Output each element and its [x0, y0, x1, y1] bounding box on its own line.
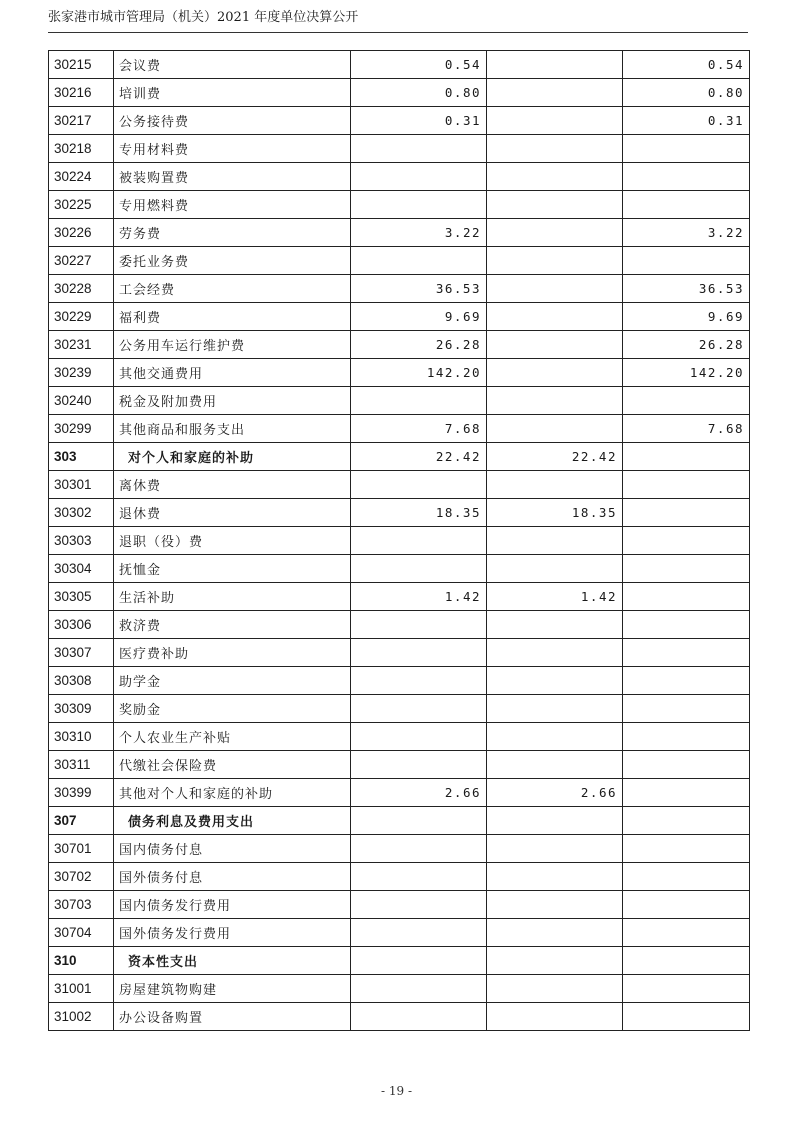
- account-code-cell: 30702: [49, 863, 114, 891]
- project-expenditure-cell: [623, 387, 750, 415]
- account-name-cell: 公务用车运行维护费: [114, 331, 351, 359]
- project-expenditure-cell: [623, 527, 750, 555]
- project-expenditure-cell: [623, 191, 750, 219]
- total-amount-cell: [351, 387, 487, 415]
- account-code-cell: 30303: [49, 527, 114, 555]
- basic-expenditure-cell: [487, 51, 623, 79]
- account-name-cell: 国内债务发行费用: [114, 891, 351, 919]
- total-amount-cell: [351, 723, 487, 751]
- table-row: [49, 583, 750, 611]
- account-code-cell: 30305: [49, 583, 114, 611]
- table-row: [49, 751, 750, 779]
- basic-expenditure-cell: [487, 79, 623, 107]
- table-row: [49, 135, 750, 163]
- basic-expenditure-cell: [487, 247, 623, 275]
- header-divider: [48, 32, 748, 33]
- basic-expenditure-cell: [487, 863, 623, 891]
- basic-expenditure-cell: [487, 751, 623, 779]
- table-row: [49, 387, 750, 415]
- project-expenditure-cell: [623, 1003, 750, 1031]
- account-name-cell: 税金及附加费用: [114, 387, 351, 415]
- account-name-cell: 奖励金: [114, 695, 351, 723]
- account-name-cell: 培训费: [114, 79, 351, 107]
- table-row: [49, 499, 750, 527]
- basic-expenditure-cell: [487, 303, 623, 331]
- total-amount-cell: 7.68: [351, 415, 487, 443]
- account-code-cell: 30227: [49, 247, 114, 275]
- basic-expenditure-cell: [487, 667, 623, 695]
- account-name-cell: 抚恤金: [114, 555, 351, 583]
- account-code-cell: 307: [49, 807, 114, 835]
- account-name-cell: 债务利息及费用支出: [114, 807, 351, 835]
- account-code-cell: 30228: [49, 275, 114, 303]
- account-code-cell: 30240: [49, 387, 114, 415]
- table-row: [49, 555, 750, 583]
- basic-expenditure-cell: [487, 191, 623, 219]
- account-code-cell: 30217: [49, 107, 114, 135]
- page-header-title: 张家港市城市管理局（机关）2021 年度单位决算公开: [48, 10, 359, 25]
- account-name-cell: 房屋建筑物购建: [114, 975, 351, 1003]
- total-amount-cell: 22.42: [351, 443, 487, 471]
- table-row: [49, 163, 750, 191]
- basic-expenditure-cell: 22.42: [487, 443, 623, 471]
- table-row: [49, 779, 750, 807]
- account-code-cell: 31001: [49, 975, 114, 1003]
- table-row: [49, 891, 750, 919]
- basic-expenditure-cell: [487, 387, 623, 415]
- project-expenditure-cell: [623, 135, 750, 163]
- project-expenditure-cell: 142.20: [623, 359, 750, 387]
- account-code-cell: 30308: [49, 667, 114, 695]
- total-amount-cell: [351, 695, 487, 723]
- table-row: [49, 331, 750, 359]
- table-row: [49, 359, 750, 387]
- table-row: [49, 51, 750, 79]
- project-expenditure-cell: 0.80: [623, 79, 750, 107]
- account-name-cell: 国外债务发行费用: [114, 919, 351, 947]
- project-expenditure-cell: 9.69: [623, 303, 750, 331]
- basic-expenditure-cell: [487, 359, 623, 387]
- account-name-cell: 医疗费补助: [114, 639, 351, 667]
- account-name-cell: 被装购置费: [114, 163, 351, 191]
- project-expenditure-cell: [623, 779, 750, 807]
- account-name-cell: 会议费: [114, 51, 351, 79]
- total-amount-cell: [351, 863, 487, 891]
- table-row: [49, 191, 750, 219]
- account-name-cell: 其他商品和服务支出: [114, 415, 351, 443]
- basic-expenditure-cell: [487, 555, 623, 583]
- project-expenditure-cell: [623, 723, 750, 751]
- account-code-cell: 30302: [49, 499, 114, 527]
- total-amount-cell: [351, 555, 487, 583]
- total-amount-cell: [351, 611, 487, 639]
- project-expenditure-cell: 36.53: [623, 275, 750, 303]
- total-amount-cell: [351, 639, 487, 667]
- project-expenditure-cell: [623, 667, 750, 695]
- total-amount-cell: [351, 975, 487, 1003]
- account-name-cell: 公务接待费: [114, 107, 351, 135]
- total-amount-cell: 0.80: [351, 79, 487, 107]
- basic-expenditure-cell: [487, 835, 623, 863]
- account-name-cell: 代缴社会保险费: [114, 751, 351, 779]
- account-code-cell: 30226: [49, 219, 114, 247]
- table-row: [49, 303, 750, 331]
- basic-expenditure-cell: [487, 947, 623, 975]
- total-amount-cell: [351, 135, 487, 163]
- project-expenditure-cell: [623, 863, 750, 891]
- project-expenditure-cell: [623, 975, 750, 1003]
- account-code-cell: 30215: [49, 51, 114, 79]
- project-expenditure-cell: [623, 471, 750, 499]
- total-amount-cell: [351, 163, 487, 191]
- basic-expenditure-cell: 2.66: [487, 779, 623, 807]
- total-amount-cell: 1.42: [351, 583, 487, 611]
- basic-expenditure-cell: [487, 723, 623, 751]
- basic-expenditure-cell: [487, 611, 623, 639]
- account-name-cell: 办公设备购置: [114, 1003, 351, 1031]
- project-expenditure-cell: 0.54: [623, 51, 750, 79]
- account-code-cell: 30304: [49, 555, 114, 583]
- basic-expenditure-cell: [487, 163, 623, 191]
- project-expenditure-cell: [623, 695, 750, 723]
- table-row: [49, 107, 750, 135]
- total-amount-cell: [351, 471, 487, 499]
- account-code-cell: 30218: [49, 135, 114, 163]
- account-name-cell: 其他交通费用: [114, 359, 351, 387]
- basic-expenditure-cell: [487, 219, 623, 247]
- total-amount-cell: [351, 919, 487, 947]
- account-code-cell: 30399: [49, 779, 114, 807]
- account-code-cell: 30704: [49, 919, 114, 947]
- total-amount-cell: 2.66: [351, 779, 487, 807]
- account-code-cell: 303: [49, 443, 114, 471]
- account-name-cell: 退职（役）费: [114, 527, 351, 555]
- account-code-cell: 30299: [49, 415, 114, 443]
- account-code-cell: 310: [49, 947, 114, 975]
- project-expenditure-cell: [623, 555, 750, 583]
- account-code-cell: 30225: [49, 191, 114, 219]
- total-amount-cell: 142.20: [351, 359, 487, 387]
- total-amount-cell: [351, 527, 487, 555]
- basic-expenditure-cell: [487, 1003, 623, 1031]
- account-name-cell: 国外债务付息: [114, 863, 351, 891]
- total-amount-cell: [351, 751, 487, 779]
- total-amount-cell: 18.35: [351, 499, 487, 527]
- total-amount-cell: [351, 667, 487, 695]
- account-name-cell: 福利费: [114, 303, 351, 331]
- basic-expenditure-cell: [487, 471, 623, 499]
- account-code-cell: 30306: [49, 611, 114, 639]
- total-amount-cell: 9.69: [351, 303, 487, 331]
- basic-expenditure-cell: [487, 135, 623, 163]
- total-amount-cell: 26.28: [351, 331, 487, 359]
- account-code-cell: 31002: [49, 1003, 114, 1031]
- account-name-cell: 专用材料费: [114, 135, 351, 163]
- account-name-cell: 专用燃料费: [114, 191, 351, 219]
- expenditure-table: [48, 50, 750, 1031]
- expenditure-table-body: [49, 51, 750, 1031]
- project-expenditure-cell: [623, 807, 750, 835]
- total-amount-cell: [351, 247, 487, 275]
- account-code-cell: 30309: [49, 695, 114, 723]
- table-row: [49, 723, 750, 751]
- project-expenditure-cell: 3.22: [623, 219, 750, 247]
- basic-expenditure-cell: [487, 331, 623, 359]
- account-code-cell: 30229: [49, 303, 114, 331]
- account-name-cell: 资本性支出: [114, 947, 351, 975]
- table-row: [49, 527, 750, 555]
- project-expenditure-cell: [623, 611, 750, 639]
- account-name-cell: 其他对个人和家庭的补助: [114, 779, 351, 807]
- account-code-cell: 30703: [49, 891, 114, 919]
- project-expenditure-cell: 0.31: [623, 107, 750, 135]
- project-expenditure-cell: [623, 583, 750, 611]
- account-name-cell: 国内债务付息: [114, 835, 351, 863]
- project-expenditure-cell: [623, 639, 750, 667]
- basic-expenditure-cell: [487, 891, 623, 919]
- basic-expenditure-cell: [487, 415, 623, 443]
- project-expenditure-cell: 26.28: [623, 331, 750, 359]
- account-name-cell: 救济费: [114, 611, 351, 639]
- project-expenditure-cell: [623, 919, 750, 947]
- total-amount-cell: [351, 807, 487, 835]
- total-amount-cell: [351, 191, 487, 219]
- project-expenditure-cell: [623, 443, 750, 471]
- total-amount-cell: [351, 947, 487, 975]
- project-expenditure-cell: [623, 499, 750, 527]
- account-code-cell: 30310: [49, 723, 114, 751]
- category-row: [49, 807, 750, 835]
- table-row: [49, 275, 750, 303]
- basic-expenditure-cell: 1.42: [487, 583, 623, 611]
- account-name-cell: 个人农业生产补贴: [114, 723, 351, 751]
- basic-expenditure-cell: 18.35: [487, 499, 623, 527]
- table-row: [49, 863, 750, 891]
- table-row: [49, 639, 750, 667]
- table-row: [49, 835, 750, 863]
- total-amount-cell: [351, 1003, 487, 1031]
- table-row: [49, 919, 750, 947]
- account-name-cell: 劳务费: [114, 219, 351, 247]
- account-code-cell: 30701: [49, 835, 114, 863]
- project-expenditure-cell: [623, 751, 750, 779]
- account-name-cell: 离休费: [114, 471, 351, 499]
- account-code-cell: 30301: [49, 471, 114, 499]
- table-row: [49, 415, 750, 443]
- basic-expenditure-cell: [487, 919, 623, 947]
- table-row: [49, 611, 750, 639]
- total-amount-cell: 0.31: [351, 107, 487, 135]
- project-expenditure-cell: [623, 247, 750, 275]
- basic-expenditure-cell: [487, 975, 623, 1003]
- account-code-cell: 30307: [49, 639, 114, 667]
- total-amount-cell: [351, 835, 487, 863]
- account-code-cell: 30239: [49, 359, 114, 387]
- account-name-cell: 退休费: [114, 499, 351, 527]
- total-amount-cell: 0.54: [351, 51, 487, 79]
- category-row: [49, 443, 750, 471]
- basic-expenditure-cell: [487, 695, 623, 723]
- table-row: [49, 247, 750, 275]
- account-code-cell: 30311: [49, 751, 114, 779]
- total-amount-cell: [351, 891, 487, 919]
- basic-expenditure-cell: [487, 639, 623, 667]
- table-row: [49, 471, 750, 499]
- account-code-cell: 30224: [49, 163, 114, 191]
- project-expenditure-cell: [623, 163, 750, 191]
- project-expenditure-cell: [623, 891, 750, 919]
- project-expenditure-cell: 7.68: [623, 415, 750, 443]
- account-name-cell: 委托业务费: [114, 247, 351, 275]
- total-amount-cell: 36.53: [351, 275, 487, 303]
- account-name-cell: 对个人和家庭的补助: [114, 443, 351, 471]
- account-code-cell: 30216: [49, 79, 114, 107]
- table-row: [49, 219, 750, 247]
- account-name-cell: 生活补助: [114, 583, 351, 611]
- page-number: - 19 -: [380, 1084, 412, 1098]
- table-row: [49, 79, 750, 107]
- category-row: [49, 947, 750, 975]
- total-amount-cell: 3.22: [351, 219, 487, 247]
- table-row: [49, 667, 750, 695]
- account-name-cell: 助学金: [114, 667, 351, 695]
- project-expenditure-cell: [623, 947, 750, 975]
- account-name-cell: 工会经费: [114, 275, 351, 303]
- table-row: [49, 975, 750, 1003]
- basic-expenditure-cell: [487, 275, 623, 303]
- project-expenditure-cell: [623, 835, 750, 863]
- basic-expenditure-cell: [487, 527, 623, 555]
- table-row: [49, 1003, 750, 1031]
- table-row: [49, 695, 750, 723]
- account-code-cell: 30231: [49, 331, 114, 359]
- basic-expenditure-cell: [487, 807, 623, 835]
- basic-expenditure-cell: [487, 107, 623, 135]
